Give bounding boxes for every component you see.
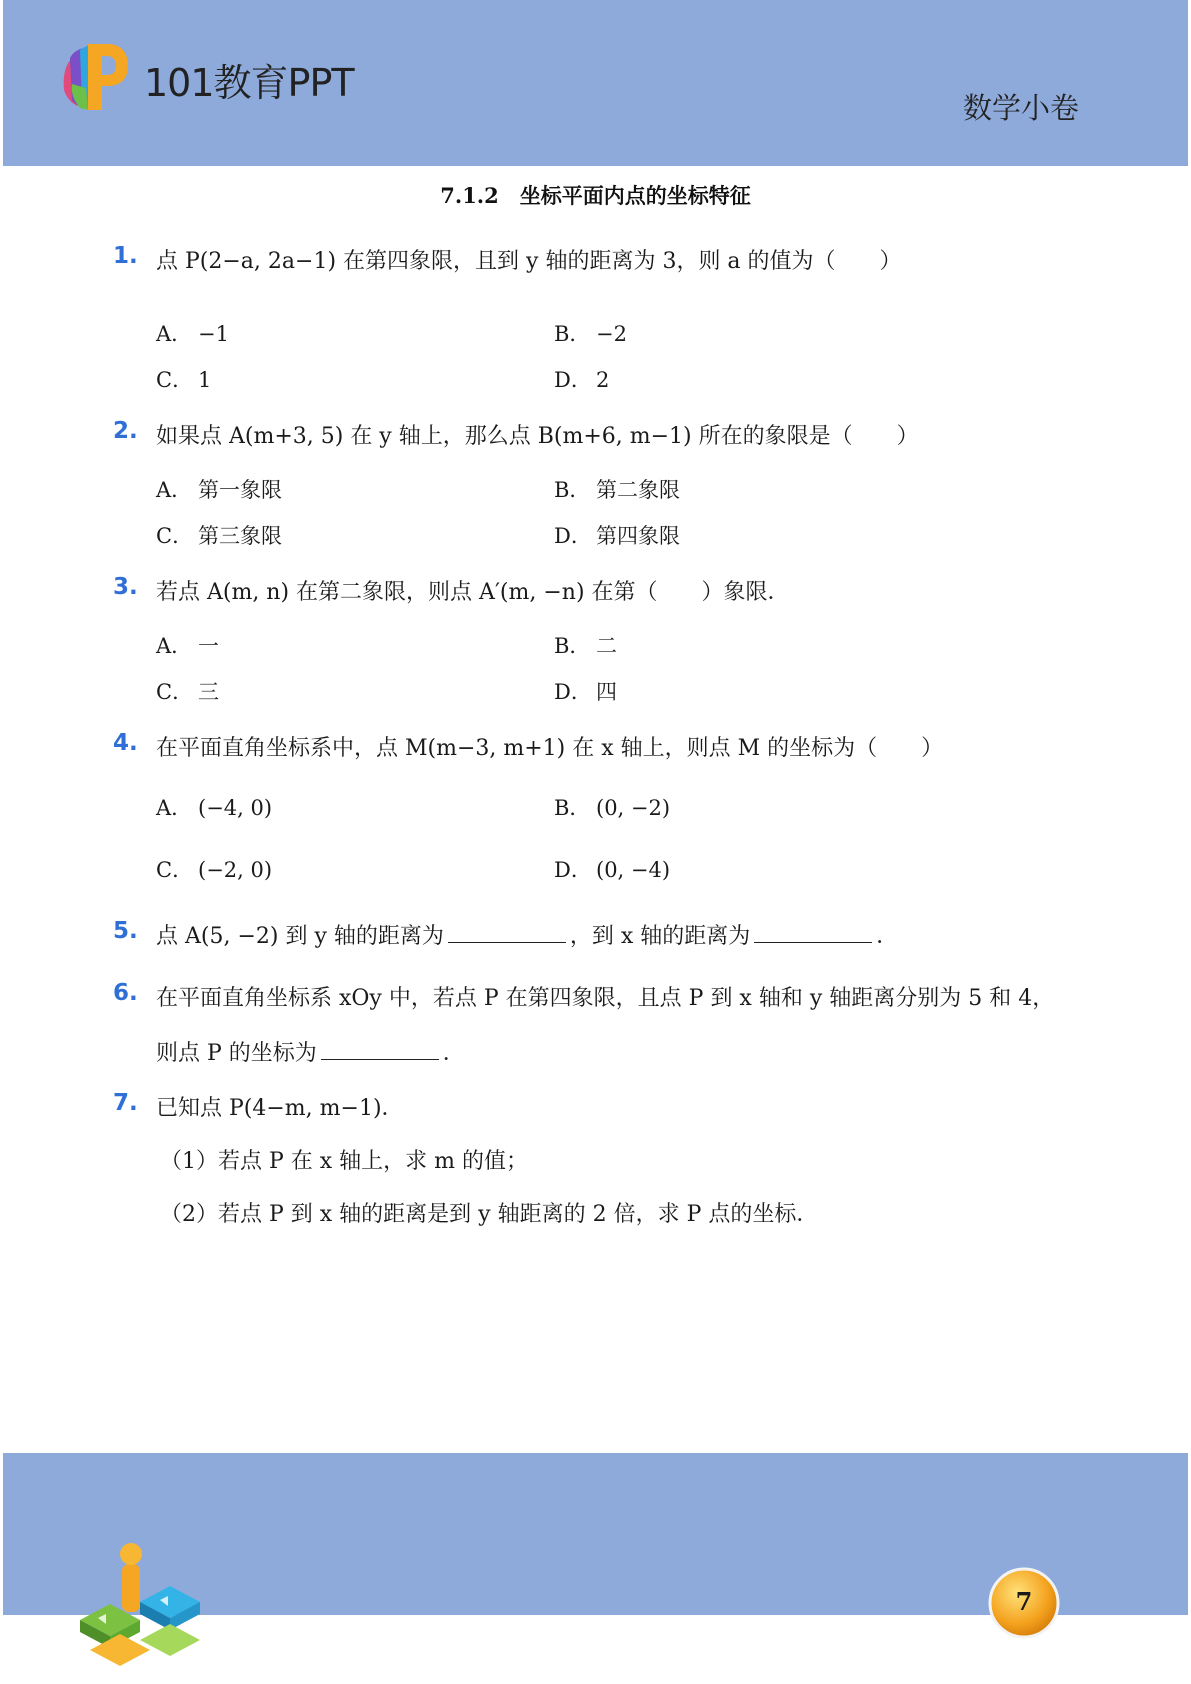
option-text: (−2, 0) bbox=[198, 858, 273, 882]
option-label: A． bbox=[156, 478, 193, 502]
option-label: A． bbox=[156, 322, 193, 346]
question-stem-3: 若点 A(m, n) 在第二象限，则点 A′(m, −n) 在第（ ）象限． bbox=[156, 580, 790, 605]
sub-question-2: （2）若点 P 到 x 轴的距离是到 y 轴距离的 2 倍，求 P 点的坐标． bbox=[160, 1202, 819, 1227]
option-2b bbox=[554, 474, 680, 504]
option-label: D． bbox=[554, 680, 592, 704]
option-text: (0, −4) bbox=[596, 858, 671, 882]
page-number: 7 bbox=[1015, 1587, 1033, 1616]
sub-question-1: （1）若点 P 在 x 轴上，求 m 的值； bbox=[160, 1149, 529, 1174]
option-text: 2 bbox=[596, 368, 610, 392]
option-text: 一 bbox=[198, 634, 219, 658]
option-2a bbox=[156, 474, 282, 504]
option-label: C． bbox=[156, 680, 194, 704]
question-stem-5 bbox=[156, 919, 898, 950]
option-label: C． bbox=[156, 524, 194, 548]
question-number-3: 3. bbox=[113, 574, 138, 600]
option-1a bbox=[156, 318, 229, 348]
question-text: ，到 x 轴的距离为 bbox=[569, 924, 751, 949]
option-text: 第一象限 bbox=[198, 478, 282, 502]
option-1b bbox=[554, 318, 627, 348]
option-1d bbox=[554, 364, 609, 394]
option-text: −1 bbox=[198, 322, 229, 346]
option-4a bbox=[156, 792, 272, 822]
question-text: ． bbox=[876, 924, 899, 949]
question-stem-7: 已知点 P(4−m, m−1)． bbox=[156, 1096, 404, 1121]
option-text: 四 bbox=[596, 680, 617, 704]
question-number-6: 6. bbox=[113, 980, 138, 1006]
question-stem-6-line2 bbox=[156, 1036, 465, 1067]
question-number-7: 7. bbox=[113, 1090, 138, 1116]
option-label: B． bbox=[554, 634, 591, 658]
page-title: 7.1.2 坐标平面内点的坐标特征 bbox=[440, 183, 751, 208]
option-label: D． bbox=[554, 858, 592, 882]
option-text: 第二象限 bbox=[596, 478, 680, 502]
question-stem-1: 点 P(2−a, 2a−1) 在第四象限，且到 y 轴的距离为 3，则 a 的值为（ ） bbox=[156, 249, 902, 274]
option-text: −2 bbox=[596, 322, 627, 346]
option-3d bbox=[554, 676, 617, 706]
option-label: B． bbox=[554, 796, 591, 820]
option-3b bbox=[554, 630, 617, 660]
option-text: (0, −2) bbox=[596, 796, 671, 820]
option-3a bbox=[156, 630, 219, 660]
option-label: D． bbox=[554, 368, 592, 392]
answer-blank[interactable] bbox=[321, 1039, 439, 1060]
question-text: 则点 P 的坐标为 bbox=[156, 1041, 317, 1066]
question-number-1: 1. bbox=[113, 243, 138, 269]
option-label: B． bbox=[554, 322, 591, 346]
option-label: A． bbox=[156, 634, 193, 658]
option-4c bbox=[156, 854, 272, 884]
option-label: A． bbox=[156, 796, 193, 820]
question-number-5: 5. bbox=[113, 918, 138, 944]
option-text: 1 bbox=[198, 368, 212, 392]
option-text: 第三象限 bbox=[198, 524, 282, 548]
answer-blank[interactable] bbox=[754, 922, 872, 943]
section-label: 数学小卷 bbox=[962, 91, 1079, 125]
option-2c bbox=[156, 520, 282, 550]
option-4b bbox=[554, 792, 670, 822]
question-stem-6: 在平面直角坐标系 xOy 中，若点 P 在第四象限，且点 P 到 x 轴和 y 轴距离分别为 5 和 4， bbox=[156, 986, 1055, 1011]
option-1c bbox=[156, 364, 211, 394]
cubes-figure-icon bbox=[70, 1540, 210, 1670]
answer-blank[interactable] bbox=[448, 922, 566, 943]
option-label: C． bbox=[156, 858, 194, 882]
option-label: C． bbox=[156, 368, 194, 392]
option-label: B． bbox=[554, 478, 591, 502]
option-text: 第四象限 bbox=[596, 524, 680, 548]
option-3c bbox=[156, 676, 219, 706]
question-stem-2: 如果点 A(m+3, 5) 在 y 轴上，那么点 B(m+6, m−1) 所在的象限是（ ） bbox=[156, 424, 919, 449]
option-text: 三 bbox=[198, 680, 219, 704]
question-number-2: 2. bbox=[113, 418, 138, 444]
question-text: 点 A(5, −2) 到 y 轴的距离为 bbox=[156, 924, 444, 949]
option-text: (−4, 0) bbox=[198, 796, 273, 820]
option-label: D． bbox=[554, 524, 592, 548]
option-text: 二 bbox=[596, 634, 617, 658]
brand-name: 101教育PPT bbox=[144, 61, 354, 105]
option-2d bbox=[554, 520, 680, 550]
rainbow-p-logo-icon bbox=[58, 38, 138, 118]
option-4d bbox=[554, 854, 670, 884]
question-text: ． bbox=[442, 1041, 465, 1066]
question-number-4: 4. bbox=[113, 730, 138, 756]
question-stem-4: 在平面直角坐标系中，点 M(m−3, m+1) 在 x 轴上，则点 M 的坐标为（ ） bbox=[156, 736, 944, 761]
